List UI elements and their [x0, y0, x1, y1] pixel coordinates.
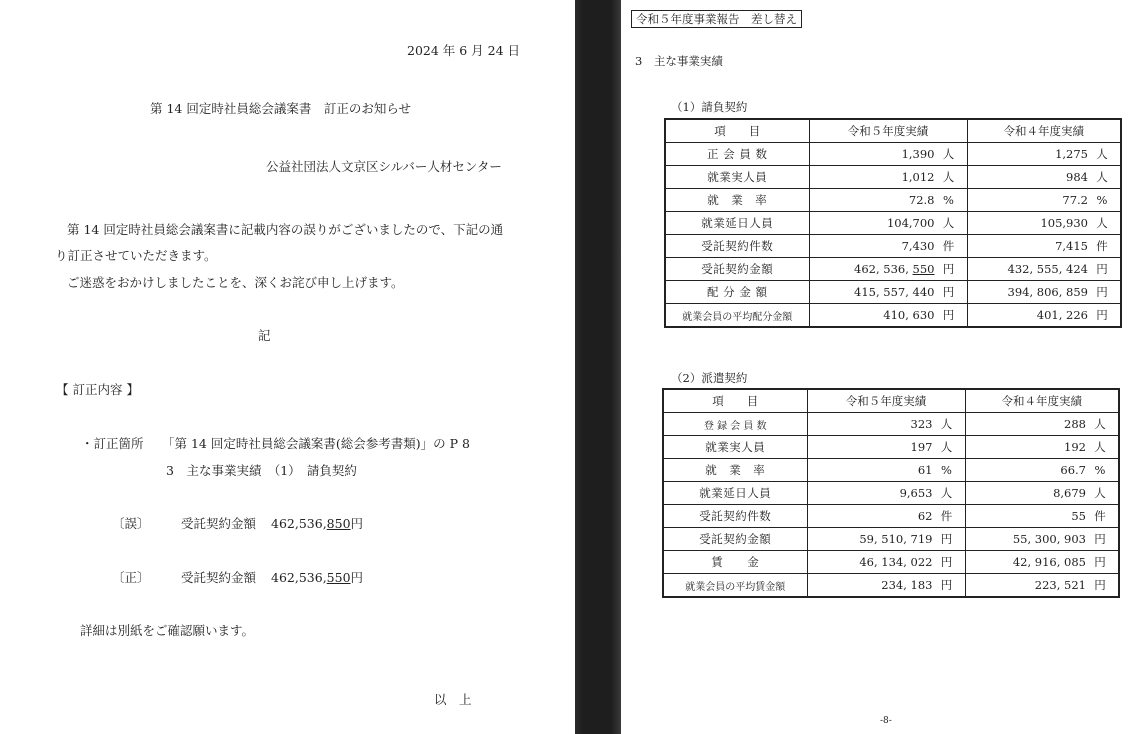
row-value-y4: [965, 482, 1119, 505]
value-number: 192: [1064, 440, 1086, 454]
report-header-text: 令和５年度事業報告 差し替え: [631, 10, 802, 28]
value-unit: 円: [1096, 262, 1108, 276]
value-number: 1,390: [901, 147, 935, 161]
value-unit: 件: [940, 509, 953, 523]
notice-body-line3: ご迷惑をおかけしましたことを、深くお詫び申し上げます。: [67, 275, 404, 290]
table-row: [663, 482, 1119, 505]
value-underlined: 550: [912, 262, 935, 276]
value-unit: 人: [942, 216, 955, 230]
row-value-y4: [965, 528, 1119, 551]
table-row: [663, 413, 1119, 436]
value-unit: 円: [940, 578, 953, 592]
value-number: 62: [917, 509, 933, 523]
row-item: 受託契約金額: [665, 258, 809, 281]
value-unit: 件: [942, 239, 955, 253]
table-row: [665, 258, 1121, 281]
row-value-y4: [967, 258, 1121, 281]
row-item: 就業延日人員: [663, 482, 807, 505]
value-unit: 円: [942, 285, 955, 299]
value-unit: 円: [942, 308, 955, 322]
header-item: 項 目: [665, 119, 809, 143]
contract-table: [664, 118, 1122, 328]
row-value-y4: [967, 304, 1121, 328]
page-divider: [575, 0, 621, 734]
notice-ki: 記: [258, 328, 271, 343]
notice-body-line2: り訂正させていただきます。: [55, 248, 217, 263]
table-row: [665, 235, 1121, 258]
value-number: 55, 300, 903: [1012, 532, 1086, 546]
table-row: [663, 551, 1119, 574]
correct-amount-underlined: 550: [326, 570, 351, 585]
correct-amount-suffix: 円: [350, 570, 364, 585]
row-value-y5: [807, 413, 965, 436]
wrong-amount-underlined: 850: [326, 516, 351, 531]
value-number: 410, 630: [883, 308, 935, 322]
correction-section-heading: 【 訂正内容 】: [56, 382, 139, 397]
page-number: -8-: [880, 716, 892, 726]
value-number: 72.8: [908, 193, 935, 207]
value-number: 66.7: [1060, 463, 1086, 477]
value-unit: 円: [1096, 285, 1108, 299]
row-value-y5: [809, 258, 967, 281]
value-unit: 人: [940, 440, 953, 454]
value-unit: 人: [1096, 216, 1108, 230]
value-number: 8,679: [1053, 486, 1086, 500]
row-value-y5: [807, 459, 965, 482]
wrong-amount: [271, 514, 363, 532]
value-number: 432, 555, 424: [1007, 262, 1088, 276]
value-number: 234, 183: [881, 578, 933, 592]
row-item: 受託契約件数: [663, 505, 807, 528]
table-header-row: [665, 119, 1121, 143]
correction-location-section: 3 主な事業実績 （1） 請負契約: [166, 463, 357, 478]
value-prefix: 462, 536,: [854, 262, 913, 276]
correct-amount-prefix: 462,536,: [271, 570, 327, 585]
value-number: 9,653: [899, 486, 933, 500]
table-row: [665, 143, 1121, 166]
value-number: 223, 521: [1034, 578, 1086, 592]
value-unit: %: [941, 463, 952, 477]
dispatch-table: [662, 388, 1120, 598]
value-number: 323: [910, 417, 933, 431]
table2-caption: （2）派遣契約: [671, 371, 748, 385]
value-unit: 人: [942, 147, 955, 161]
correction-location-label: ・訂正箇所: [81, 436, 144, 451]
wrong-label: 〔誤〕: [112, 516, 150, 531]
row-value-y4: [967, 189, 1121, 212]
row-item: 就業延日人員: [665, 212, 809, 235]
row-value-y4: [965, 413, 1119, 436]
table-row: [665, 189, 1121, 212]
notice-body-line1: 第 14 回定時社員総会議案書に記載内容の誤りがございましたので、下記の通: [67, 222, 504, 237]
value-unit: %: [943, 193, 954, 207]
row-value-y5: [809, 189, 967, 212]
value-unit: 円: [1096, 308, 1108, 322]
value-number: 55: [1071, 509, 1086, 523]
row-value-y5: [809, 143, 967, 166]
row-value-y5: [807, 505, 965, 528]
value-number: 984: [1066, 170, 1088, 184]
notice-closing: 以 上: [434, 692, 472, 707]
notice-organization: 公益社団法人文京区シルバー人材センター: [266, 159, 502, 174]
correct-amount: [271, 568, 363, 586]
row-item: 正 会 員 数: [665, 143, 809, 166]
value-number: 394, 806, 859: [1007, 285, 1088, 299]
row-value-y5: [807, 551, 965, 574]
value-unit: 件: [1096, 239, 1108, 253]
value-unit: 人: [940, 417, 953, 431]
header-item: 項 目: [663, 389, 807, 413]
value-unit: 件: [1094, 509, 1106, 523]
row-value-y5: [809, 235, 967, 258]
row-value-y4: [965, 459, 1119, 482]
notice-title: 第 14 回定時社員総会議案書 訂正のお知らせ: [150, 101, 411, 116]
wrong-amount-suffix: 円: [350, 516, 364, 531]
report-header-box: [631, 8, 802, 27]
value-unit: %: [1094, 463, 1106, 477]
correct-item: 受託契約金額: [181, 570, 257, 585]
table-row: [663, 528, 1119, 551]
value-number: 288: [1064, 417, 1086, 431]
value-number: 42, 916, 085: [1012, 555, 1086, 569]
notice-details: 詳細は別紙をご確認願います。: [80, 623, 255, 638]
wrong-amount-prefix: 462,536,: [271, 516, 327, 531]
wrong-item: 受託契約金額: [181, 516, 257, 531]
value-unit: %: [1096, 193, 1108, 207]
table-row: [663, 436, 1119, 459]
value-unit: 人: [1094, 440, 1106, 454]
row-value-y5: [807, 436, 965, 459]
row-item: 就業実人員: [663, 436, 807, 459]
value-number: 7,415: [1055, 239, 1088, 253]
value-unit: 人: [1094, 417, 1106, 431]
value-unit: 円: [940, 555, 953, 569]
value-number: 61: [917, 463, 933, 477]
row-item: 受託契約金額: [663, 528, 807, 551]
table-row: [665, 304, 1121, 328]
value-unit: 人: [942, 170, 955, 184]
value-number: 59, 510, 719: [859, 532, 933, 546]
value-number: 197: [910, 440, 933, 454]
row-item: 登 録 会 員 数: [663, 413, 807, 436]
row-item: 就 業 率: [663, 459, 807, 482]
row-value-y5: [809, 304, 967, 328]
value-unit: 人: [1096, 147, 1108, 161]
row-item: 賃 金: [663, 551, 807, 574]
table-header-row: [663, 389, 1119, 413]
report-section-title: 3 主な事業実績: [635, 54, 723, 68]
table-row: [663, 459, 1119, 482]
value-number: 1,275: [1055, 147, 1088, 161]
value-unit: 円: [1094, 555, 1106, 569]
value-unit: 人: [940, 486, 953, 500]
value-number: 105,930: [1040, 216, 1088, 230]
table-row: [663, 505, 1119, 528]
row-value-y4: [967, 143, 1121, 166]
value-unit: 人: [1096, 170, 1108, 184]
value-unit: 円: [942, 262, 955, 276]
value-number: 77.2: [1062, 193, 1088, 207]
row-value-y4: [967, 212, 1121, 235]
table-row: [663, 574, 1119, 598]
value-number: 46, 134, 022: [859, 555, 933, 569]
value-unit: 円: [940, 532, 953, 546]
row-item: 就業会員の平均配分金額: [665, 304, 809, 328]
row-item: 就 業 率: [665, 189, 809, 212]
row-value-y5: [807, 528, 965, 551]
correction-location-doc: 「第 14 回定時社員総会議案書(総会参考書類)」の P 8: [162, 436, 470, 451]
report-page: [621, 0, 1148, 734]
value-number: 104,700: [886, 216, 935, 230]
row-value-y4: [965, 574, 1119, 598]
value-number: 7,430: [901, 239, 935, 253]
value-unit: 円: [1094, 532, 1106, 546]
row-value-y5: [807, 482, 965, 505]
row-value-y4: [967, 281, 1121, 304]
header-r5: 令和５年度実績: [809, 119, 967, 143]
header-r4: 令和４年度実績: [965, 389, 1119, 413]
value-number: 1,012: [901, 170, 935, 184]
row-value-y5: [809, 212, 967, 235]
table-row: [665, 212, 1121, 235]
notice-date: 2024 年 6 月 24 日: [407, 43, 521, 58]
row-item: 就業実人員: [665, 166, 809, 189]
row-value-y4: [967, 235, 1121, 258]
correct-label: 〔正〕: [112, 570, 150, 585]
row-value-y5: [809, 166, 967, 189]
header-r4: 令和４年度実績: [967, 119, 1121, 143]
row-item: 受託契約件数: [665, 235, 809, 258]
value-unit: 円: [1094, 578, 1106, 592]
value-number: 415, 557, 440: [854, 285, 935, 299]
row-item: 就業会員の平均賃金額: [663, 574, 807, 598]
row-value-y4: [965, 505, 1119, 528]
header-r5: 令和５年度実績: [807, 389, 965, 413]
row-value-y4: [965, 551, 1119, 574]
row-item: 配 分 金 額: [665, 281, 809, 304]
row-value-y4: [967, 166, 1121, 189]
value-number: 401, 226: [1036, 308, 1088, 322]
row-value-y4: [965, 436, 1119, 459]
table1-caption: （1）請負契約: [671, 100, 748, 114]
value-unit: 人: [1094, 486, 1106, 500]
row-value-y5: [807, 574, 965, 598]
table-row: [665, 166, 1121, 189]
row-value-y5: [809, 281, 967, 304]
table-row: [665, 281, 1121, 304]
